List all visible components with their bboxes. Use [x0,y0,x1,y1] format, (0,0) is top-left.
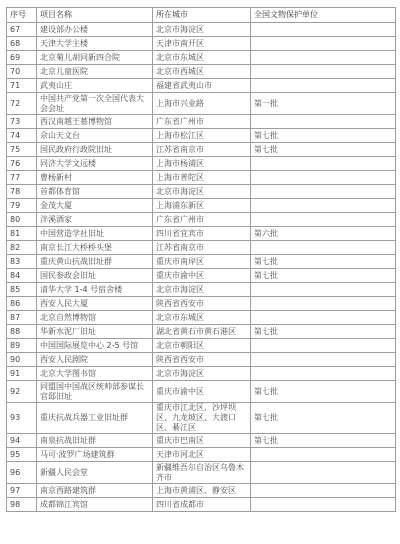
row-city: 陕西省西安市 [153,297,251,311]
row-heritage-batch [251,171,396,185]
table-body [7,23,396,512]
row-number: 88 [7,325,37,339]
row-heritage-batch [251,65,396,79]
row-project-name: 北京菊儿胡同新四合院 [37,51,153,65]
row-project-name: 曹杨新村 [37,171,153,185]
row-project-name: 中国共产党第一次全国代表大会会址 [37,93,153,115]
row-project-name: 华新水泥厂旧址 [37,325,153,339]
row-number: 97 [7,484,37,498]
row-project-name: 建设部办公楼 [37,23,153,37]
row-project-name: 南京西路建筑群 [37,484,153,498]
table-row [7,353,396,367]
table-row [7,448,396,462]
row-city: 天津市南开区 [153,37,251,51]
row-heritage-batch: 第六批 [251,227,396,241]
row-number: 74 [7,129,37,143]
table-row [7,367,396,381]
row-city: 福建省武夷山市 [153,79,251,93]
row-heritage-batch [251,115,396,129]
row-city: 上海市杨浦区 [153,157,251,171]
table-row [7,213,396,227]
row-city: 四川省宜宾市 [153,227,251,241]
row-project-name: 天津大学主楼 [37,37,153,51]
row-number: 91 [7,367,37,381]
table-row [7,171,396,185]
row-project-name: 同济大学文远楼 [37,157,153,171]
row-city: 北京市海淀区 [153,367,251,381]
row-city: 广东省广州市 [153,115,251,129]
row-project-name: 新疆人民会堂 [37,462,153,484]
row-heritage-batch [251,185,396,199]
row-project-name: 南泉抗战旧址群 [37,434,153,448]
row-number: 71 [7,79,37,93]
row-number: 98 [7,498,37,512]
row-heritage-batch [251,79,396,93]
row-number: 76 [7,157,37,171]
row-heritage-batch [251,484,396,498]
row-number: 90 [7,353,37,367]
table-row [7,37,396,51]
row-heritage-batch [251,51,396,65]
table-row [7,227,396,241]
row-project-name: 成都锦江宾馆 [37,498,153,512]
row-heritage-batch: 第七批 [251,269,396,283]
row-number: 83 [7,255,37,269]
header-number: 序号 [7,8,37,23]
table-row [7,143,396,157]
row-city: 北京市西城区 [153,65,251,79]
table-row [7,157,396,171]
table-row [7,403,396,434]
row-city: 上海市松江区 [153,129,251,143]
row-heritage-batch: 第七批 [251,129,396,143]
table-row [7,255,396,269]
table-row [7,185,396,199]
table-row [7,484,396,498]
row-city: 北京市东城区 [153,311,251,325]
table-row [7,93,396,115]
row-project-name: 北京自然博物馆 [37,311,153,325]
row-city: 江苏省南京市 [153,241,251,255]
row-heritage-batch [251,353,396,367]
row-project-name: 金茂大厦 [37,199,153,213]
row-project-name: 北京大学图书馆 [37,367,153,381]
row-project-name: 清华大学 1-4 号宿舍楼 [37,283,153,297]
row-heritage-batch [251,339,396,353]
row-number: 73 [7,115,37,129]
row-number: 68 [7,37,37,51]
row-city: 上海市黄浦区、静安区 [153,484,251,498]
row-project-name: 西安人民大厦 [37,297,153,311]
row-city: 北京市朝阳区 [153,339,251,353]
table-row [7,297,396,311]
row-project-name: 南京长江大桥桥头堡 [37,241,153,255]
row-city: 新疆维吾尔自治区乌鲁木齐市 [153,462,251,484]
row-city: 重庆市渝中区 [153,381,251,403]
row-heritage-batch: 第一批 [251,93,396,115]
row-number: 96 [7,462,37,484]
table-row [7,199,396,213]
row-city: 重庆市巴南区 [153,434,251,448]
row-project-name: 西安人民剧院 [37,353,153,367]
row-city: 广东省广州市 [153,213,251,227]
row-city: 上海市兴业路 [153,93,251,115]
table-row [7,462,396,484]
row-project-name: 同盟国中国战区统帅部参谋长官邸旧址 [37,381,153,403]
header-project-name: 项目名称 [37,8,153,23]
row-heritage-batch [251,199,396,213]
row-city: 北京市海淀区 [153,283,251,297]
row-number: 69 [7,51,37,65]
row-heritage-batch: 第七批 [251,255,396,269]
row-number: 81 [7,227,37,241]
row-heritage-batch [251,283,396,297]
table-row [7,269,396,283]
row-project-name: 国民参政会旧址 [37,269,153,283]
table-row [7,434,396,448]
row-city: 上海市普陀区 [153,171,251,185]
row-project-name: 马可·波罗广场建筑群 [37,448,153,462]
row-heritage-batch [251,241,396,255]
row-city: 北京市东城区 [153,51,251,65]
row-heritage-batch: 第七批 [251,325,396,339]
row-number: 78 [7,185,37,199]
row-number: 94 [7,434,37,448]
row-number: 79 [7,199,37,213]
row-number: 75 [7,143,37,157]
row-project-name: 泮溪酒家 [37,213,153,227]
row-number: 70 [7,65,37,79]
row-city: 天津市河北区 [153,448,251,462]
heritage-buildings-table [6,7,396,512]
row-heritage-batch [251,498,396,512]
row-project-name: 中国营造学社旧址 [37,227,153,241]
row-number: 87 [7,311,37,325]
table-row [7,115,396,129]
row-project-name: 首都体育馆 [37,185,153,199]
table-row [7,283,396,297]
table-row [7,241,396,255]
row-number: 89 [7,339,37,353]
row-city: 四川省成都市 [153,498,251,512]
row-heritage-batch [251,213,396,227]
row-project-name: 国民政府行政院旧址 [37,143,153,157]
table-row [7,311,396,325]
row-number: 82 [7,241,37,255]
row-city: 上海浦东新区 [153,199,251,213]
row-project-name: 佘山天文台 [37,129,153,143]
row-project-name: 武夷山庄 [37,79,153,93]
row-city: 北京市海淀区 [153,185,251,199]
table-row [7,23,396,37]
header-heritage-batch: 全国文物保护单位 [251,8,396,23]
row-number: 80 [7,213,37,227]
row-heritage-batch: 第七批 [251,403,396,434]
row-city: 陕西省西安市 [153,353,251,367]
row-city: 重庆市南岸区 [153,255,251,269]
row-city: 湖北省黄石市黄石港区 [153,325,251,339]
row-number: 85 [7,283,37,297]
row-number: 77 [7,171,37,185]
table-row [7,498,396,512]
row-city: 江苏省南京市 [153,143,251,157]
table-row [7,79,396,93]
row-number: 95 [7,448,37,462]
row-heritage-batch [251,23,396,37]
table-row [7,51,396,65]
row-project-name: 西汉南越王墓博物馆 [37,115,153,129]
row-heritage-batch [251,367,396,381]
row-heritage-batch [251,297,396,311]
row-number: 84 [7,269,37,283]
row-heritage-batch: 第七批 [251,381,396,403]
row-project-name: 重庆黄山抗战旧址群 [37,255,153,269]
row-project-name: 重庆抗战兵器工业旧址群 [37,403,153,434]
row-number: 93 [7,403,37,434]
row-heritage-batch [251,37,396,51]
row-heritage-batch: 第七批 [251,434,396,448]
heritage-list-sheet [6,7,395,537]
row-heritage-batch [251,157,396,171]
row-project-name: 北京儿童医院 [37,65,153,79]
row-heritage-batch: 第七批 [251,143,396,157]
table-row [7,381,396,403]
row-project-name: 中国国际展览中心 2-5 号馆 [37,339,153,353]
row-number: 86 [7,297,37,311]
row-number: 67 [7,23,37,37]
row-heritage-batch [251,448,396,462]
table-row [7,65,396,79]
row-number: 72 [7,93,37,115]
header-city: 所在城市 [153,8,251,23]
row-heritage-batch [251,311,396,325]
table-header-row [7,8,396,23]
row-heritage-batch [251,462,396,484]
table-row [7,339,396,353]
row-city: 北京市海淀区 [153,23,251,37]
row-city: 重庆市渝中区 [153,269,251,283]
row-city: 重庆市江北区、沙坪坝区、九龙坡区、大渡口区、綦江区 [153,403,251,434]
row-number: 92 [7,381,37,403]
table-row [7,129,396,143]
table-row [7,325,396,339]
